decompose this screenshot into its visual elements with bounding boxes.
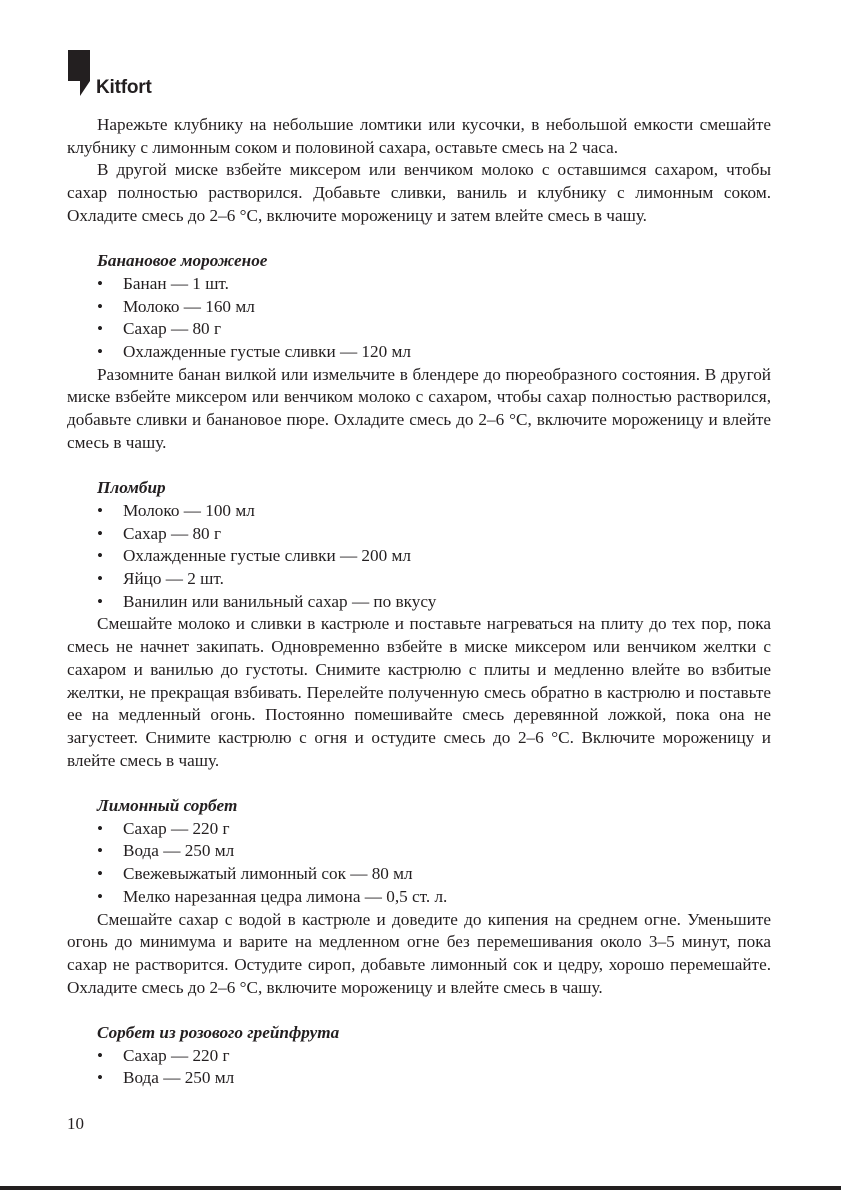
ingredient-text: Свежевыжатый лимонный сок — 80 мл (123, 864, 413, 884)
ingredient-item (67, 296, 771, 319)
ingredient-item (67, 863, 771, 886)
recipe-instructions: Смешайте сахар с водой в кастрюле и доведите до кипения на среднем огне. Уменьшите огонь до минимума и варите на медленном огне без перемешивания около 3–5 минут, пока сахар не растворится. Остудите сироп, добавьте лимонный сок и цедру, хорошо перемешайте. Охладите смесь до 2–6 °С, включите мороженицу и влейте смесь в чашу. (67, 909, 771, 997)
ingredient-text: Яйцо — 2 шт. (123, 569, 224, 589)
ingredient-item (67, 273, 771, 296)
recipe-plombir (67, 477, 771, 772)
recipe-title: Лимонный сорбет (97, 796, 238, 816)
ingredient-list (67, 273, 771, 364)
ingredient-list (67, 818, 771, 909)
bullet-icon: • (97, 342, 104, 362)
ingredient-text: Сахар — 220 г (123, 818, 230, 838)
recipe-instructions: Разомните банан вилкой или измельчите в блендере до пюреобразного состояния. В другой миске взбейте миксером или венчиком молоко с сахаром, чтобы сахар полностью растворился, добавьте сливки и банановое пюре. Охладите смесь до 2–6 °С, включите мороженицу и влейте смесь в чашу. (67, 364, 771, 452)
bullet-icon: • (97, 296, 104, 316)
ingredient-item (67, 318, 771, 341)
ingredient-text: Охлажденные густые сливки — 200 мл (123, 546, 411, 566)
ingredient-item (67, 545, 771, 568)
bullet-icon: • (97, 273, 104, 293)
ingredient-text: Сахар — 80 г (123, 523, 221, 543)
ingredient-text: Сахар — 220 г (123, 1045, 230, 1065)
bullet-icon: • (97, 569, 104, 589)
ingredient-item (67, 840, 771, 863)
ingredient-text: Сахар — 80 г (123, 319, 221, 339)
ingredient-item (67, 818, 771, 841)
bottom-border (0, 1186, 841, 1190)
recipe-banana-ice-cream (67, 250, 771, 454)
ingredient-text: Ванилин или ванильный сахар — по вкусу (123, 591, 437, 611)
ingredient-text: Молоко — 160 мл (123, 296, 255, 316)
bullet-icon: • (97, 546, 104, 566)
ingredient-text: Охлажденные густые сливки — 120 мл (123, 342, 411, 362)
recipe-lemon-sorbet (67, 795, 771, 999)
ingredient-item (67, 568, 771, 591)
bullet-icon: • (97, 319, 104, 339)
ingredient-list (67, 500, 771, 614)
ingredient-text: Вода — 250 мл (123, 841, 235, 861)
ingredient-item (67, 500, 771, 523)
ingredient-item (67, 341, 771, 364)
ingredient-text: Молоко — 100 мл (123, 500, 255, 520)
bullet-icon: • (97, 818, 104, 838)
ingredient-item (67, 1067, 771, 1090)
bullet-icon: • (97, 523, 104, 543)
ingredient-item (67, 523, 771, 546)
ingredient-text: Банан — 1 шт. (123, 273, 229, 293)
recipe-title: Банановое мороженое (97, 251, 268, 271)
ingredient-item (67, 886, 771, 909)
brand-name: Kitfort (96, 77, 152, 98)
bullet-icon: • (97, 864, 104, 884)
bullet-icon: • (97, 1045, 104, 1065)
bullet-icon: • (97, 591, 104, 611)
ingredient-item (67, 1045, 771, 1068)
recipe-grapefruit-sorbet (67, 1022, 771, 1090)
recipe-title: Пломбир (97, 478, 166, 498)
ingredient-text: Вода — 250 мл (123, 1068, 235, 1088)
ingredient-text: Мелко нарезанная цедра лимона — 0,5 ст. л. (123, 886, 448, 906)
ingredient-list (67, 1045, 771, 1090)
page-content (67, 114, 771, 1090)
bullet-icon: • (97, 1068, 104, 1088)
recipe-title: Сорбет из розового грейпфрута (97, 1023, 340, 1043)
bullet-icon: • (97, 500, 104, 520)
recipe-instructions: Смешайте молоко и сливки в кастрюле и поставьте нагреваться на плиту до тех пор, пока смесь не начнет закипать. Одновременно взбейте в миске миксером или венчиком желтки с сахаром и ванилью до густоты. Снимите кастрюлю с плиты и медленно влейте во взбитые желтки, не прекращая взбивать. Перелейте полученную смесь обратно в кастрюлю и поставьте ее на медленный огонь. Постоянно помешивайте смесь деревянной ложкой, пока она не загустеет. Снимите кастрюлю с огня и остудите смесь до 2–6 °С. Включите мороженицу и влейте смесь в чашу. (67, 614, 771, 770)
intro-paragraph-2: В другой миске взбейте миксером или венчиком молоко с оставшимся сахаром, чтобы сахар полностью растворился. Добавьте сливки, ваниль и клубнику с лимонным соком. Охладите смесь до 2–6 °С, включите мороженицу и затем влейте смесь в чашу. (67, 160, 771, 225)
kitfort-logo (66, 49, 186, 97)
kitfort-logo-mark-icon (66, 49, 92, 97)
ingredient-item (67, 591, 771, 614)
intro-paragraph-1: Нарежьте клубнику на небольшие ломтики или кусочки, в небольшой емкости смешайте клубнику с лимонным соком и половиной сахара, оставьте смесь на 2 часа. (67, 115, 771, 157)
bullet-icon: • (97, 841, 104, 861)
bullet-icon: • (97, 886, 104, 906)
page-number: 10 (67, 1114, 84, 1133)
